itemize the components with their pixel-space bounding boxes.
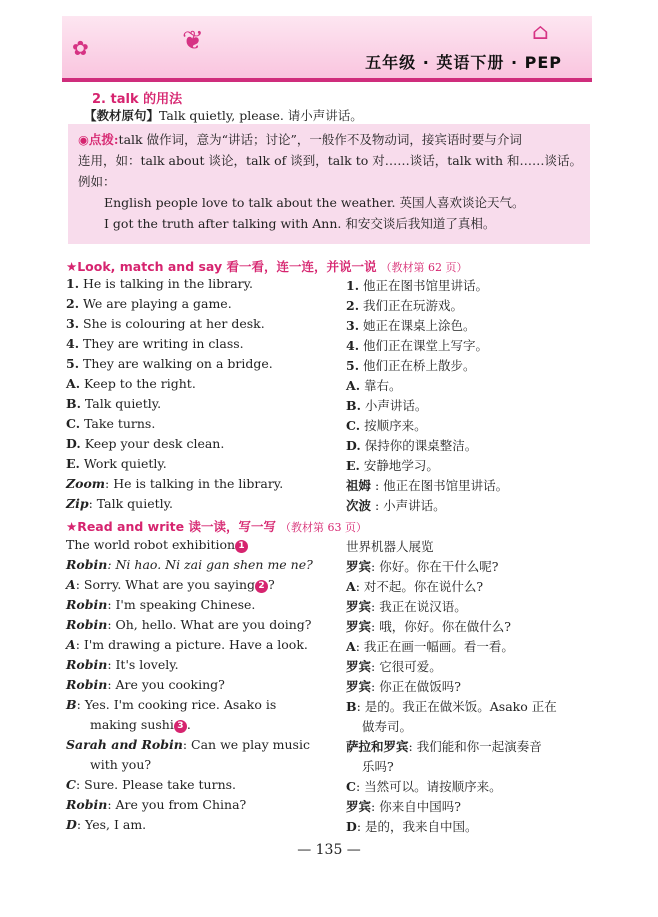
look-right-item (346, 336, 488, 354)
read-ref: （教材第 63 页） (279, 521, 367, 534)
item-text: They are writing in class. (79, 336, 244, 351)
item-text: Keep to the right. (80, 376, 196, 391)
example-2: I got the truth after talking with Ann. 和安交谈后我知道了真相。 (104, 216, 496, 231)
read-title: ★Read and write 读一读，写一写 (66, 519, 276, 534)
read-left-line (66, 637, 308, 652)
line-text: The world robot exhibition (66, 537, 236, 552)
line-text: : I'm speaking Chinese. (107, 597, 256, 612)
item-label: D. (66, 436, 81, 451)
tip-label: 点拨: (88, 132, 119, 147)
line-text: : Ni hao. Ni zai gan shen me ne? (107, 557, 313, 572)
read-left-line (66, 737, 310, 752)
read-left-line (66, 697, 276, 712)
item-text: Take turns. (80, 416, 156, 431)
item-text: 保持你的课桌整洁。 (360, 438, 478, 453)
speaker: Robin (66, 797, 108, 812)
read-title-row (66, 517, 367, 535)
speaker: Robin (66, 617, 108, 632)
header-title: 五年级 · 英语下册 · PEP (365, 53, 562, 72)
read-left-line (90, 757, 151, 772)
speaker: A (66, 577, 76, 592)
line-text: : 我正在说汉语。 (371, 599, 467, 614)
original-sentence (84, 106, 363, 124)
read-right-line (346, 597, 467, 615)
item-text: : 小声讲话。 (371, 498, 446, 513)
read-right-line (346, 797, 461, 815)
item-label: A. (66, 376, 81, 391)
look-title-row (66, 257, 467, 275)
note-marker: 3 (174, 720, 187, 733)
look-right-item (346, 476, 508, 494)
item-text: Keep your desk clean. (80, 436, 225, 451)
item-label: 4. (66, 336, 80, 351)
item-text: : He is talking in the library. (105, 476, 284, 491)
item-text: 安静地学习。 (359, 458, 439, 473)
speaker: C (346, 779, 356, 794)
look-left-item (66, 396, 161, 411)
item-text: 他们正在课堂上写字。 (359, 338, 489, 353)
look-left-item (66, 436, 224, 451)
look-right-item (346, 396, 427, 414)
line-text: : Are you cooking? (107, 677, 225, 692)
look-title: ★Look, match and say 看一看，连一连，并说一说 (66, 259, 377, 274)
read-left-line (66, 537, 248, 553)
item-text: : Talk quietly. (88, 496, 174, 511)
read-right-line (346, 737, 542, 755)
read-right-line (346, 817, 478, 835)
read-left-line (66, 577, 275, 593)
read-right-line (346, 637, 514, 655)
look-left-item (66, 316, 265, 331)
item-label: 2. (66, 296, 80, 311)
item-text: She is colouring at her desk. (79, 316, 265, 331)
line-text: : 它很可爱。 (371, 659, 442, 674)
item-label: E. (346, 458, 360, 473)
look-left-item (66, 416, 155, 431)
flower-icon: ✿ (72, 36, 89, 60)
read-right-line (346, 557, 498, 575)
item-label: 祖姆 (346, 478, 372, 493)
line-text: : 你好。你在干什么呢? (371, 559, 499, 574)
line-text: : 我们能和你一起演奏音 (408, 739, 542, 754)
item-text: He is talking in the library. (79, 276, 254, 291)
look-left-item (66, 276, 253, 291)
item-text: They are walking on a bridge. (79, 356, 273, 371)
line-text: : Sure. Please take turns. (75, 777, 237, 792)
line-text: : Sorry. What are you saying (75, 577, 256, 592)
read-right-line (362, 757, 394, 775)
item-text: 他正在图书馆里讲话。 (359, 278, 489, 293)
speaker: Robin (66, 557, 108, 572)
item-text: Talk quietly. (80, 396, 162, 411)
speaker: 罗宾 (346, 619, 372, 634)
read-right-line (346, 697, 557, 715)
read-left-line (66, 557, 313, 572)
read-left-line (66, 797, 246, 812)
line-text: : 哦，你好。你在做什么? (371, 619, 511, 634)
look-right-item (346, 276, 488, 294)
speaker: D (66, 817, 77, 832)
look-left-item (66, 336, 244, 351)
item-label: A. (346, 378, 361, 393)
line-text-end: . (186, 717, 191, 732)
tip-line-3: 例如： (78, 174, 116, 189)
read-right-line (346, 537, 434, 555)
speaker: B (66, 697, 77, 712)
item-text: Work quietly. (79, 456, 167, 471)
line-text: : 是的，我来自中国。 (356, 819, 478, 834)
look-right-item (346, 376, 402, 394)
look-right-item (346, 296, 463, 314)
header-banner (62, 16, 592, 78)
look-left-item (66, 476, 283, 491)
line-text: : It's lovely. (107, 657, 179, 672)
line-text: 乐吗? (362, 759, 394, 774)
speaker: 罗宾 (346, 659, 372, 674)
read-left-line (66, 657, 179, 672)
item-label: B. (346, 398, 361, 413)
read-left-line (66, 777, 236, 792)
line-text: : 我正在画一幅画。看一看。 (355, 639, 514, 654)
speaker: Sarah and Robin (66, 737, 183, 752)
speaker: 罗宾 (346, 679, 372, 694)
speaker: Robin (66, 597, 108, 612)
speaker: 萨拉和罗宾 (346, 739, 409, 754)
line-text: 世界机器人展览 (346, 539, 434, 554)
line-text-end: ? (268, 577, 275, 592)
speaker: Robin (66, 657, 108, 672)
item-text: 靠右。 (360, 378, 402, 393)
note-marker: 2 (255, 580, 268, 593)
read-left-line (66, 817, 146, 832)
item-label: 1. (66, 276, 80, 291)
item-text: We are playing a game. (79, 296, 232, 311)
read-right-line (346, 577, 483, 595)
look-left-item (66, 456, 167, 471)
look-right-item (346, 356, 476, 374)
line-text: : Oh, hello. What are you doing? (107, 617, 312, 632)
line-text: : Are you from China? (107, 797, 247, 812)
item-label: B. (66, 396, 81, 411)
speaker: A (346, 579, 356, 594)
item-label: 4. (346, 338, 360, 353)
line-text: : I'm drawing a picture. Have a look. (75, 637, 308, 652)
look-right-item (346, 436, 477, 454)
read-left-line (66, 617, 311, 632)
note-marker: 1 (235, 540, 248, 553)
tip-icon: ◉ (78, 132, 89, 147)
line-text: : 你来自中国吗? (371, 799, 461, 814)
original-text: Talk quietly, please. 请小声讲话。 (159, 108, 363, 123)
read-right-line (362, 717, 412, 735)
line-text: : 是的。我正在做米饭。Asako 正在 (356, 699, 557, 714)
read-right-line (346, 677, 461, 695)
item-label: E. (66, 456, 80, 471)
speaker: 罗宾 (346, 799, 372, 814)
read-left-line (66, 597, 255, 612)
page-number: — 135 — (297, 842, 361, 858)
look-right-item (346, 496, 446, 514)
speaker: B (346, 699, 357, 714)
item-text: 他们正在桥上散步。 (359, 358, 476, 373)
speaker: D (346, 819, 357, 834)
tip-line-1: ◉点拨:talk 做作词，意为“讲话；讨论”，一般作不及物动词，接宾语时要与介词 (78, 132, 522, 147)
item-label: 次波 (346, 498, 372, 513)
read-right-line (346, 657, 442, 675)
item-label: C. (66, 416, 81, 431)
read-right-line (346, 617, 511, 635)
look-left-item (66, 296, 232, 311)
speaker: 罗宾 (346, 599, 372, 614)
item-label: 5. (346, 358, 360, 373)
read-left-line (90, 717, 191, 733)
item-label: Zoom (66, 476, 106, 491)
line-text: making sushi (90, 717, 174, 732)
look-ref: （教材第 62 页） (380, 261, 468, 274)
line-text: : 对不起。你在说什么? (355, 579, 484, 594)
look-right-item (346, 316, 476, 334)
speaker: A (66, 637, 76, 652)
read-right-line (346, 777, 502, 795)
line-text: : Can we play music (182, 737, 310, 752)
item-text: : 他正在图书馆里讲话。 (371, 478, 509, 493)
look-left-item (66, 496, 173, 511)
read-left-line (66, 677, 225, 692)
item-text: 小声讲话。 (360, 398, 428, 413)
item-label: Zip (66, 496, 89, 511)
speaker: C (66, 777, 76, 792)
line-text: : Yes. I'm cooking rice. Asako is (76, 697, 277, 712)
house-icon: ⌂ (532, 20, 549, 45)
line-text: : 你正在做饭吗? (371, 679, 461, 694)
look-left-item (66, 376, 196, 391)
tip-line-2: 连用，如：talk about 谈论，talk of 谈到，talk to 对……谈话，talk with 和……谈话。 (78, 153, 583, 168)
original-tag: 【教材原句】 (84, 108, 160, 123)
item-label: 3. (346, 318, 360, 333)
speaker: 罗宾 (346, 559, 372, 574)
item-label: C. (346, 418, 361, 433)
line-text: : 当然可以。请按顺序来。 (355, 779, 502, 794)
look-left-item (66, 356, 273, 371)
line-text: with you? (90, 757, 152, 772)
item-text: 她正在课桌上涂色。 (359, 318, 476, 333)
item-label: 5. (66, 356, 80, 371)
section-heading: 2. talk 的用法 (92, 92, 183, 107)
look-right-item (346, 456, 439, 474)
line-text: : Yes, I am. (76, 817, 147, 832)
bird-icon: ❦ (182, 26, 204, 56)
item-label: 2. (346, 298, 360, 313)
item-label: 3. (66, 316, 80, 331)
look-right-item (346, 416, 427, 434)
line-text: 做寿司。 (362, 719, 413, 734)
item-text: 按顺序来。 (360, 418, 427, 433)
item-label: D. (346, 438, 361, 453)
header-rule (62, 78, 592, 82)
item-label: 1. (346, 278, 360, 293)
speaker: A (346, 639, 356, 654)
speaker: Robin (66, 677, 108, 692)
item-text: 我们正在玩游戏。 (359, 298, 464, 313)
example-1: English people love to talk about the weather. 英国人喜欢谈论天气。 (104, 195, 525, 210)
